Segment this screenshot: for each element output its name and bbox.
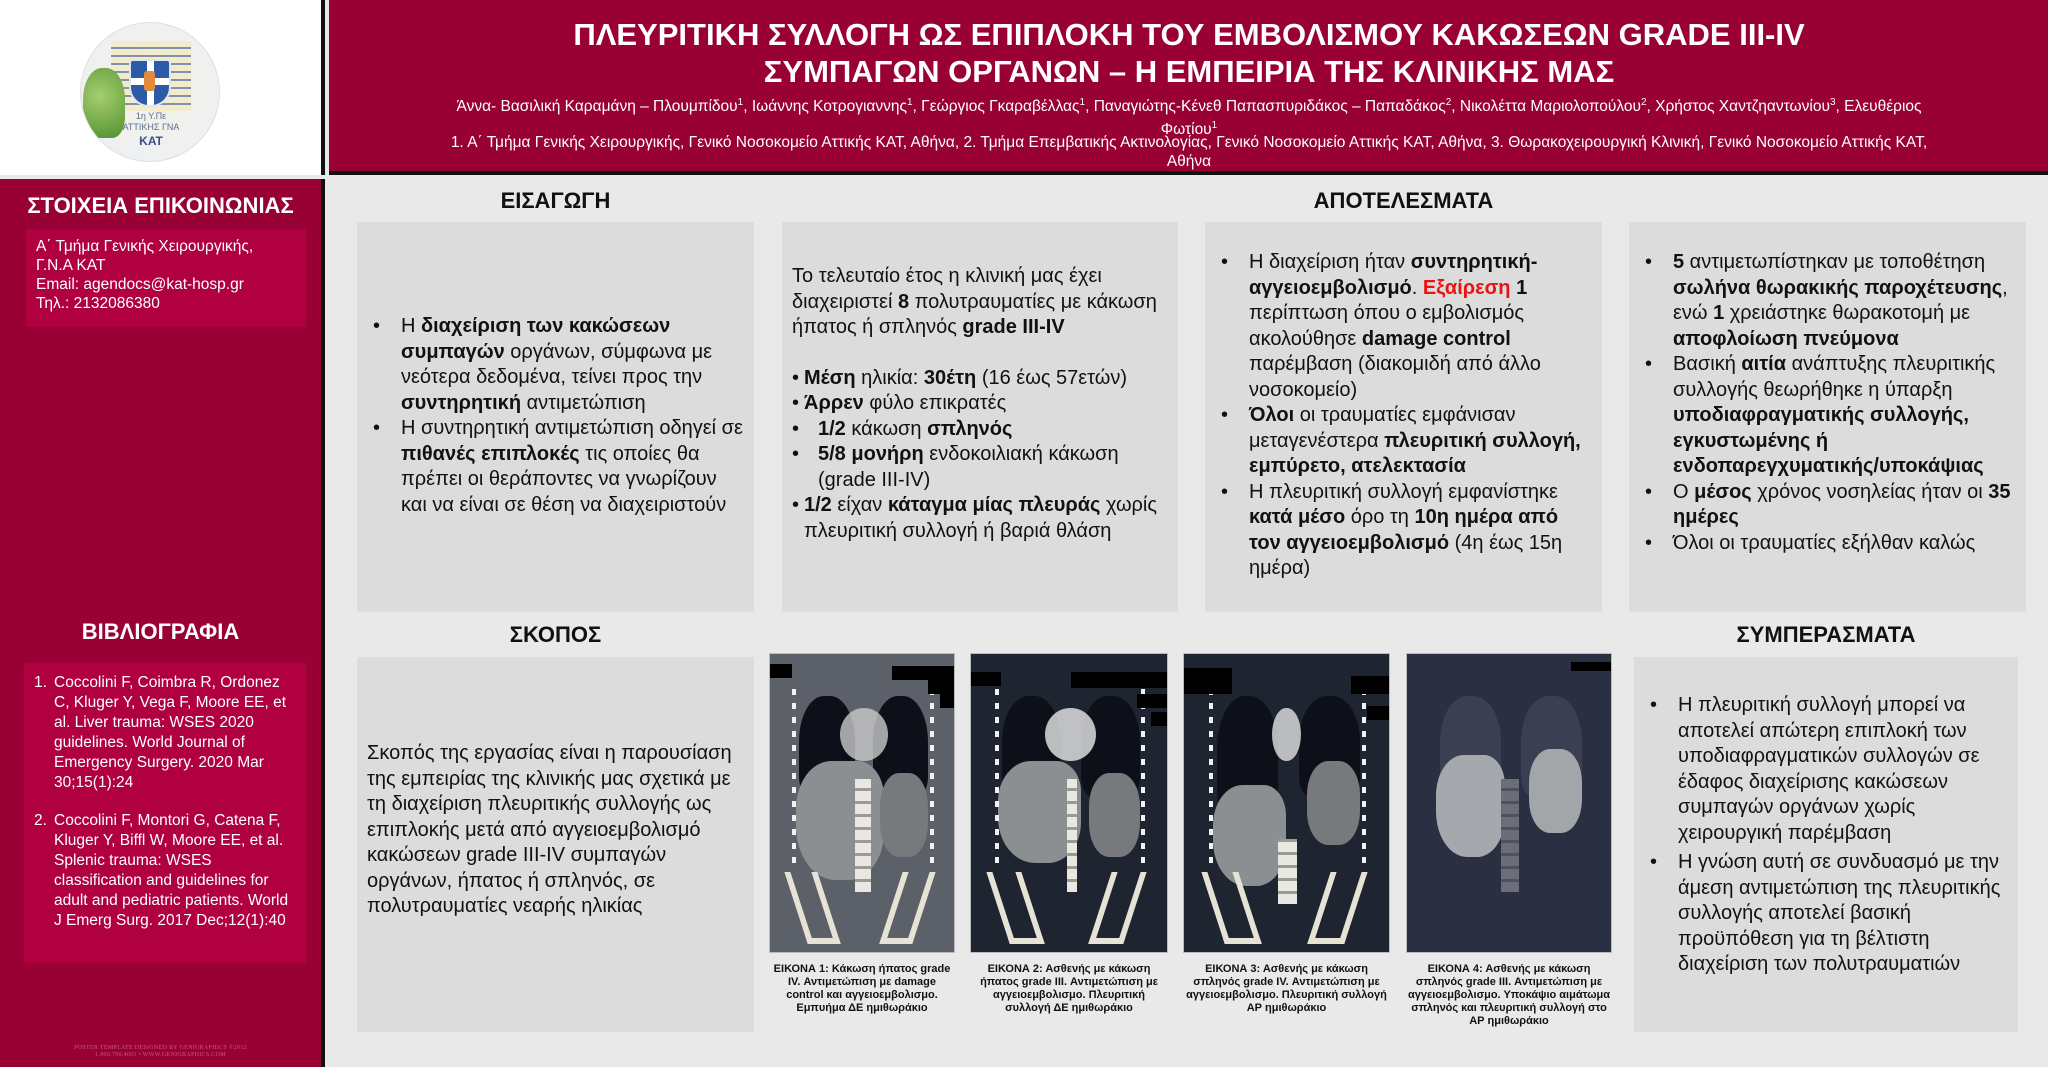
population-item [792, 366, 1166, 392]
template-credit [0, 1045, 321, 1059]
text-run: χωρίς πλευριτική συλλογή ή βαριά θλάση [804, 494, 1158, 542]
logo-text-line3: ΚΑΤ [139, 134, 163, 148]
results-panel-1 [1205, 222, 1602, 612]
author-name: Νικολέττα Μαριολοπούλου [1459, 98, 1641, 116]
bibliography-box [24, 663, 306, 963]
text-run: ενδοκοιλιακή κάκωση (grade III-IV) [818, 443, 1119, 491]
bold-text: συντηρητική [401, 391, 522, 414]
bullet-icon: • [792, 443, 800, 465]
result-item-text [1673, 352, 2016, 480]
result-item-text [1673, 480, 2016, 531]
author-name: Άννα- Βασιλική Καραμάνη – Πλουμπίδου [456, 98, 738, 116]
population-item [792, 391, 1166, 417]
bullet-icon: • [1645, 531, 1653, 554]
population-list [792, 366, 1166, 545]
figure-4 [1406, 653, 1612, 1028]
ct-scan-image-1 [769, 653, 955, 953]
intro-item [367, 416, 744, 518]
author-name: Γεώργιος Γκαραβέλλας [921, 98, 1080, 116]
text-run: ανάπτυξης πλευριτικής συλλογής θεωρήθηκε η ύπαρξη [1673, 353, 1996, 401]
reference-item [34, 811, 298, 931]
bold-text: 8 [897, 290, 910, 313]
bullet-icon: • [1645, 251, 1653, 273]
text-run: αντιμετώπιση [521, 391, 646, 414]
author-name: Παναγιώτης-Κένεθ Παπασπυριδάκος – Παπαδάκος [1093, 98, 1446, 116]
bold-text: μέσος [1694, 480, 1752, 503]
bold-text: σπληνός [927, 417, 1013, 440]
population-panel [782, 222, 1178, 612]
text-run: Ο [1673, 480, 1695, 503]
bullet-icon: • [1645, 353, 1653, 375]
logo-text-line2: ΑΤΤΙΚΗΣ ΓΝΑ [122, 122, 180, 132]
figure-2 [970, 653, 1168, 1015]
bullet-icon: • [792, 392, 800, 414]
text-run: κάκωση [845, 417, 928, 440]
bibliography-title: ΒΙΒΛΙΟΓΡΑΦΙΑ [81, 619, 240, 644]
hospital-logo [80, 22, 220, 162]
title-line-1: ΠΛΕΥΡΙΤΙΚΗ ΣΥΛΛΟΓΗ ΩΣ ΕΠΙΠΛΟΚΗ ΤΟΥ ΕΜΒΟΛΙΣΜΟΥ ΚΑΚΩΣΕΩΝ GRADE III-IV [573, 17, 1805, 52]
ct-scan-image-2 [970, 653, 1168, 953]
text-run: (16 έως 57ετών) [976, 366, 1128, 389]
author-affiliation-mark: 1 [1079, 97, 1086, 108]
population-item-text [804, 391, 1006, 417]
results-panel-2 [1629, 222, 2026, 612]
author-separator: , [1646, 98, 1656, 116]
text-run: . [1411, 276, 1423, 299]
text-run: Η πλευριτική συλλογή εμφανίστηκε [1249, 480, 1558, 503]
population-item-text [818, 417, 1012, 443]
bullet-icon: • [792, 366, 800, 389]
result-item-text [1673, 250, 2016, 352]
result-item-text [1249, 480, 1592, 582]
bold-text: κάταγμα μίας πλευράς [887, 494, 1101, 516]
bold-text: αιτία [1741, 353, 1787, 375]
bold-text: συντηρητική-αγγειοεμβολισμό [1249, 251, 1538, 299]
bold-text: διαχείριση των κακώσεων συμπαγών [401, 315, 671, 363]
figure-2-caption: ΕΙΚΟΝΑ 2: Ασθενής με κάκωση ήπατος grade III. Αντιμετώπιση με αγγειοεμβολισμο. Πλευριτική συλλογή ΔΕ ημιθωράκιο [980, 963, 1158, 1014]
author-name: Χρήστος Χαντζηαντωνίου [1655, 98, 1830, 116]
poster-header [329, 0, 2048, 175]
reference-text: Coccolini F, Montori G, Catena F, Kluger Y, Biffl W, Moore EE, et al. Splenic trauma: WSES classification and guidelines for adult and pediatric patients. World J Emerg Surg. 2017 Dec;12(1):40 [54, 812, 289, 929]
bold-text: σωλήνα θωρακικής παροχέτευσης [1673, 276, 2003, 299]
reference-text: Coccolini F, Coimbra R, Ordonez C, Kluger Y, Vega F, Moore EE, et al. Liver trauma: WSES 2020 guidelines. World Journal of Emergency Surgery. 2020 Mar 30;15(1):24 [54, 674, 287, 791]
bold-text: αποφλοίωση πνεύμονα [1673, 327, 1899, 350]
staff-of-asclepius-icon [144, 71, 155, 91]
reference-number: 2. [34, 812, 47, 829]
result-item-text [1673, 531, 1975, 557]
contact-hospital: Γ.Ν.Α ΚΑΤ [36, 257, 106, 274]
text-run: οργάνων, σύμφωνα με νεότερα δεδομένα, τείνει προς την [401, 340, 713, 388]
bold-text: 1/2 [818, 417, 846, 440]
results-list-1 [1215, 250, 1592, 582]
bold-text: πιθανές επιπλοκές [401, 442, 580, 465]
intro-title: ΕΙΣΑΓΩΓΗ [500, 188, 611, 213]
bullet-icon: • [1221, 404, 1229, 426]
text-run: (4η έως 15η ημέρα) [1249, 531, 1563, 579]
highlight-text: Εξαίρεση [1422, 276, 1511, 299]
text-run: Η [401, 315, 421, 337]
ct-scan-image-3 [1183, 653, 1390, 953]
aim-title: ΣΚΟΠΟΣ [509, 622, 602, 647]
bold-text: 1 [1713, 302, 1725, 324]
bullet-icon: • [1650, 694, 1658, 716]
population-item [792, 417, 1166, 443]
population-item-text [818, 442, 1166, 493]
text-run: Η συντηρητική αντιμετώπιση οδηγεί σε [401, 417, 743, 439]
title-line-2: ΣΥΜΠΑΓΩΝ ΟΡΓΑΝΩΝ – Η ΕΜΠΕΙΡΙΑ ΤΗΣ ΚΛΙΝΙΚΗΣ ΜΑΣ [763, 54, 1615, 89]
figure-4-caption: ΕΙΚΟΝΑ 4: Ασθενής με κάκωση σπληνός grade III. Αντιμετώπιση με αγγειοεμβολισμο. Υποκάψιο αιμάτωμα σπληνός και πλευριτική συλλογή στο ΑΡ ημιθωράκιο [1408, 963, 1610, 1027]
bold-text: 1/2 [804, 494, 832, 516]
bold-text: 10η ημέρα από τον αγγειοεμβολισμό [1249, 506, 1559, 554]
reference-item [34, 673, 298, 793]
text-run: οι τραυματίες εμφάνισαν μεταγενέστερα [1249, 404, 1516, 452]
author-separator: , [1451, 98, 1460, 116]
figure-3 [1183, 653, 1390, 1015]
contact-phone: Τηλ.: 2132086380 [36, 295, 160, 312]
intro-item-text [401, 416, 744, 518]
conclusion-text: Η γνώση αυτή σε συνδυασμό με την άμεση αντιμετώπιση της πλευριτικής συλλογής αποτελεί βασική προϋπόθεση για τη βέλτιστη διαχείριση των πολυτραυματιών [1678, 851, 2001, 975]
text-run: αντιμετωπίστηκαν με τοποθέτηση [1684, 251, 1986, 273]
bullet-icon: • [373, 417, 381, 439]
contact-box [26, 229, 306, 327]
author-separator: , [1085, 98, 1094, 116]
text-run: παρέμβαση (διακομιδή από άλλο νοσοκομείο) [1249, 353, 1541, 401]
figure-1-caption: ΕΙΚΟΝΑ 1: Κάκωση ήπατος grade IV. Αντιμετώπιση με damage control και αγγειοεμβολισμο. Εμπυήμα ΔΕ ημιθωράκιο [773, 963, 951, 1014]
mri-scan-image-4 [1406, 653, 1612, 953]
result-item [1639, 531, 2016, 557]
author-affiliation-mark: 2 [1445, 97, 1452, 108]
result-item [1639, 250, 2016, 352]
conclusion-item [1644, 693, 2006, 846]
text-run: , ενώ [1673, 276, 2008, 324]
intro-panel [357, 222, 754, 612]
result-item-text [1249, 250, 1592, 403]
population-item [792, 493, 1166, 544]
result-item [1215, 403, 1592, 480]
credit-line-1: POSTER TEMPLATE DESIGNED BY GENIGRAPHICS ©2012 [74, 1045, 247, 1051]
bullet-icon: • [373, 315, 381, 337]
text-run: τις οποίες θα πρέπει οι θεράποντες να γνωρίζουν και να είναι σε θέση να διαχειριστούν [401, 442, 727, 516]
text-run: χρόνος νοσηλείας ήταν οι [1751, 480, 1989, 503]
bullet-icon: • [792, 494, 800, 516]
population-item [792, 442, 1166, 493]
credit-line-2: 1.800.790.4001 • WWW.GENIGRAPHICS.COM [95, 1052, 226, 1058]
result-item [1215, 480, 1592, 582]
result-item-text [1249, 403, 1592, 480]
bold-text: υποδιαφραγματικής συλλογής, εγκυστωμένης ή ενδοπαρεγχυματικής/υποκάψιας [1673, 404, 1984, 477]
text-run: είχαν [831, 494, 888, 516]
text-run: Όλοι οι τραυματίες εξήλθαν καλώς [1673, 531, 1976, 554]
logo-area [0, 0, 325, 175]
sidebar [0, 179, 325, 1067]
population-item-text [804, 366, 1127, 392]
text-run: περίπτωση όπου ο εμβολισμός ακολούθησε [1249, 302, 1524, 350]
author-affiliation-mark: 1 [1211, 120, 1218, 132]
author-name: Ελευθέριος Φωτίου [1160, 98, 1922, 139]
population-item-text [804, 493, 1166, 544]
bullet-icon: • [1650, 851, 1658, 873]
author-separator: , [743, 98, 752, 116]
text-run: πολυτραυματίες με κάκωση ήπατος ή σπληνός [792, 290, 1157, 338]
intro-item [367, 314, 744, 416]
conclusions-title: ΣΥΜΠΕΡΑΣΜΑΤΑ [1736, 622, 1916, 647]
conclusion-item [1644, 850, 2006, 978]
bullet-icon: • [792, 417, 800, 440]
result-item [1215, 250, 1592, 403]
aim-text: Σκοπός της εργασίας είναι η παρουσίαση της εμπειρίας της κλινικής μας σχετικά με τη διαχείριση πλευριτικής συλλογής ως επιπλοκής μετά από αγγειοεμβολισμό κακώσεων grade III-IV συμπαγών οργάνων, ήπατος ή σπληνός, σε πολυτραυματίες νεαρής ηλικίας [367, 742, 732, 917]
text-run: χρειάστηκε θωρακοτομή με [1724, 302, 1971, 324]
bold-text: 30έτη [923, 366, 977, 389]
result-item [1639, 480, 2016, 531]
bold-text: Άρρεν [804, 392, 864, 414]
author-affiliation-mark: 2 [1640, 97, 1647, 108]
bold-text: Όλοι [1249, 404, 1295, 426]
author-affiliation-mark: 1 [906, 97, 913, 108]
intro-item-text [401, 314, 744, 416]
bullet-icon: • [1645, 480, 1653, 503]
bold-text: 35 ημέρες [1673, 480, 2011, 528]
author-affiliation-mark: 1 [737, 97, 744, 108]
figure-3-caption: ΕΙΚΟΝΑ 3: Ασθενής με κάκωση σπληνός grade IV. Αντιμετώπιση με αγγειοεμβολισμο. Πλευριτική συλλογή ΑΡ ημιθωράκιο [1186, 963, 1387, 1014]
bold-text: κατά μέσο [1249, 506, 1346, 528]
bold-text: πλευριτική συλλογή, εμπύρετο, ατελεκτασία [1249, 429, 1581, 477]
conclusions-panel [1634, 657, 2018, 1032]
poster-title [389, 16, 1989, 90]
author-affiliation-mark: 3 [1829, 97, 1836, 108]
bold-text: grade III-IV [962, 316, 1065, 338]
text-run: Το τελευταίο έτος η κλινική μας έχει διαχειριστεί [792, 265, 1102, 313]
contact-title: ΣΤΟΙΧΕΙΑ ΕΠΙΚΟΙΝΩΝΙΑΣ [27, 193, 294, 218]
bullet-icon: • [1221, 480, 1229, 503]
text-run: Βασική [1673, 353, 1742, 375]
bold-text: 5/8 μονήρη [818, 443, 924, 465]
bold-text: 1 [1516, 276, 1528, 299]
text-run: φύλο επικρατές [863, 392, 1007, 414]
result-item [1639, 352, 2016, 480]
text-run: ηλικία: [855, 366, 924, 389]
contact-department: Α΄ Τμήμα Γενικής Χειρουργικής, [36, 238, 254, 255]
logo-text-line1: 1η Υ.Πε [135, 111, 167, 121]
bullet-icon: • [1221, 251, 1229, 273]
author-name: Ιωάννης Κοτρογιαννης [751, 98, 907, 116]
population-lead [792, 264, 1166, 341]
text-run: Η διαχείριση ήταν [1249, 251, 1411, 273]
text-run: όρο τη [1345, 506, 1415, 528]
bold-text: damage control [1361, 327, 1511, 350]
conclusion-text: Η πλευριτική συλλογή μπορεί να αποτελεί απώτερη επιπλοκή των υποδιαφραγματικών συλλογών σε έδαφος διαχείρισης κακώσεων συμπαγών οργάνων χωρίς χειρουργική παρέμβαση [1678, 694, 1980, 844]
author-separator: , [912, 98, 922, 116]
bold-text: Μέση [804, 366, 856, 389]
affiliations: 1. Α΄ Τμήμα Γενικής Χειρουργικής, Γενικό Νοσοκομείο Αττικής ΚΑΤ, Αθήνα, 2. Τμήμα Επεμβατικής Ακτινολογίας, Γενικό Νοσοκομείο Αττικής ΚΑΤ, Αθήνα, 3. Θωρακοχειρουργική Κλινική, Γενικό Νοσοκομείο Αττικής ΚΑΤ, Αθήνα [450, 134, 1928, 170]
reference-number: 1. [34, 674, 47, 691]
results-title: ΑΠΟΤΕΛΕΣΜΑΤΑ [1313, 188, 1494, 213]
figure-1 [769, 653, 955, 1015]
results-list-2 [1639, 250, 2016, 556]
intro-list [367, 314, 744, 518]
aim-panel [357, 657, 754, 1032]
bold-text: 5 [1673, 251, 1685, 273]
contact-email[interactable]: Email: agendocs@kat-hosp.gr [36, 276, 244, 293]
author-separator: , [1835, 98, 1845, 116]
